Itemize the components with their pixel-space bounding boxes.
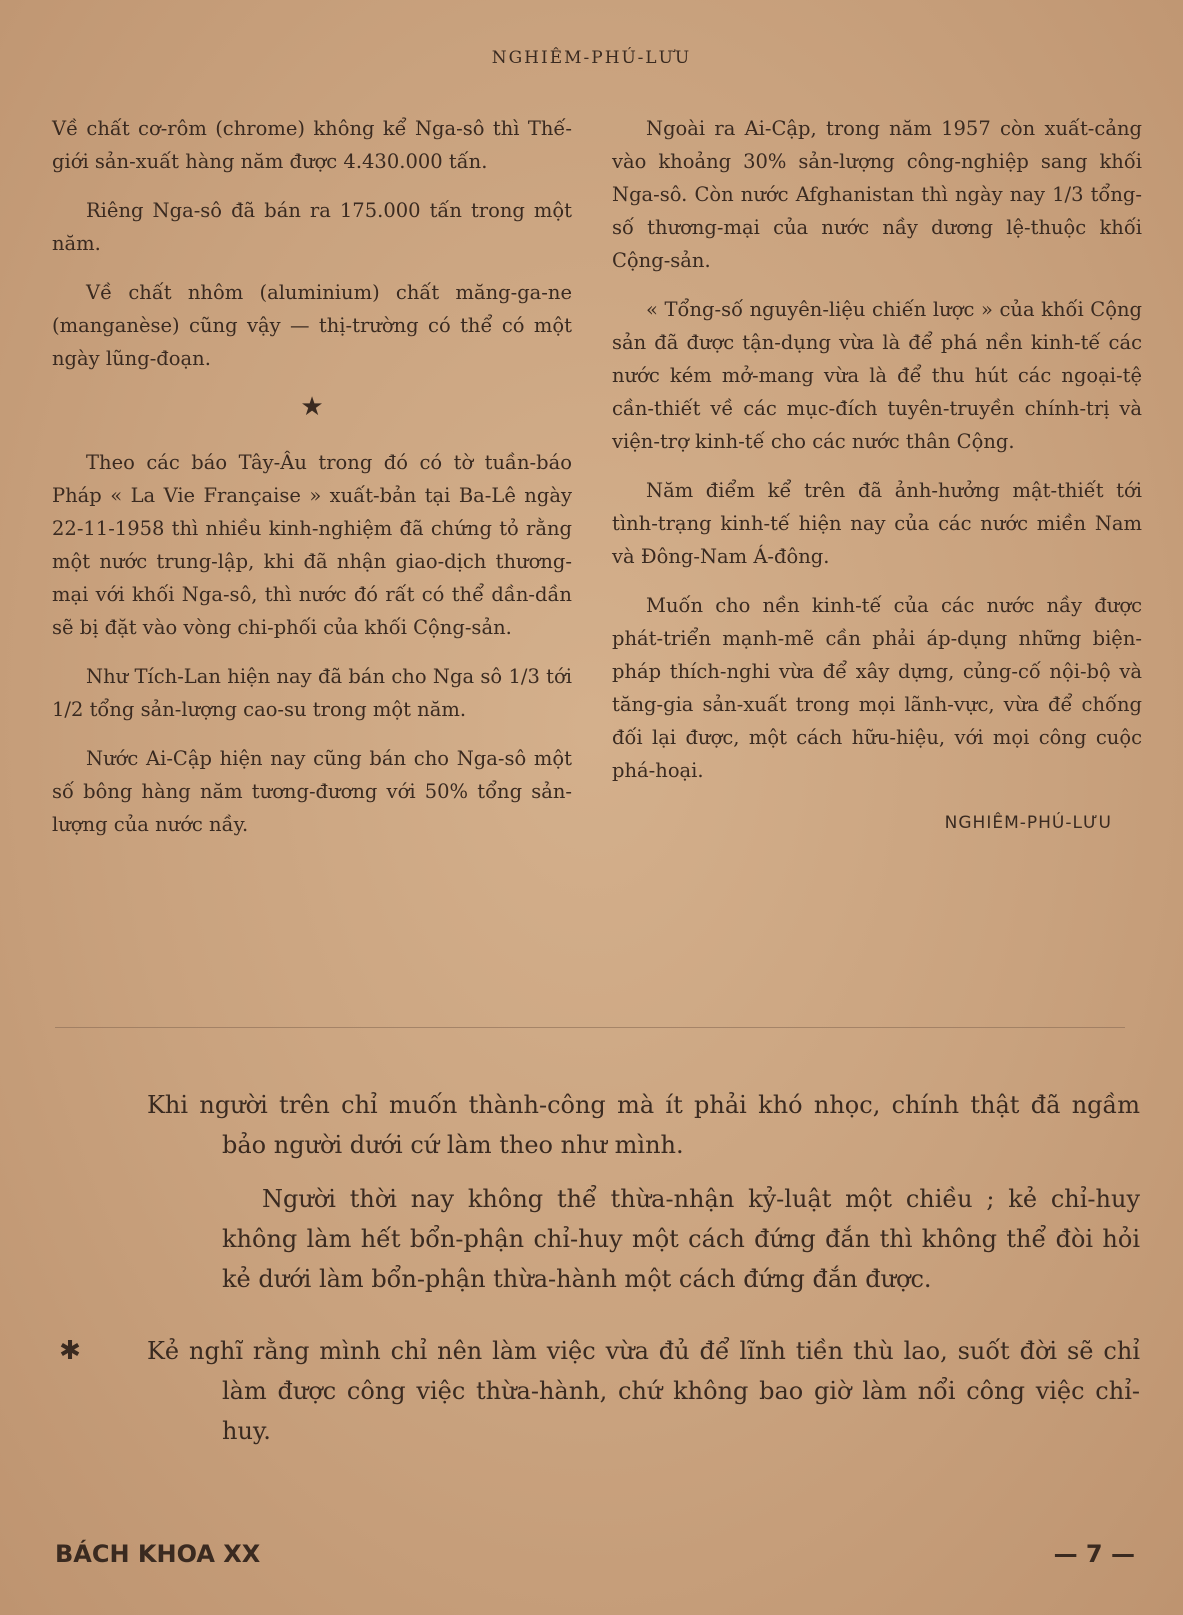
quotes-section <box>50 1085 1140 1483</box>
paragraph: Riêng Nga-sô đã bán ra 175.000 tấn trong một năm. <box>52 199 572 255</box>
journal-name: BÁCH KHOA XX <box>55 1540 261 1568</box>
paragraph: Như Tích-Lan hiện nay đã bán cho Nga sô 1/3 tới 1/2 tổng sản-lượng cao-su trong một năm. <box>52 665 572 721</box>
paragraph: « Tổng-số nguyên-liệu chiến lược » của khối Cộng sản đã được tận-dụng vừa là để phá nền kinh-tế các nước kém mở-mang vừa là để thu hút các ngoại-tệ cần-thiết về các mục-đích tuyên-truyền chính-trị và viện-trợ kinh-tế cho các nước thân Cộng. <box>612 298 1142 453</box>
paragraph: Nước Ai-Cập hiện nay cũng bán cho Nga-sô một số bông hàng năm tương-đương với 50% tổng sản-lượng của nước nầy. <box>52 747 572 836</box>
paragraph: Về chất nhôm (aluminium) chất măng-ga-ne (manganèse) cũng vậy — thị-trường có thể có một ngày lũng-đoạn. <box>52 281 572 370</box>
quote-block <box>50 1331 1140 1451</box>
quote-paragraph: Khi người trên chỉ muốn thành-công mà ít phải khó nhọc, chính thật đã ngầm bảo người dưới cứ làm theo như mình. <box>147 1091 1140 1159</box>
quote-paragraph: Người thời nay không thể thừa-nhận kỷ-luật một chiều ; kẻ chỉ-huy không làm hết bổn-phận chỉ-huy một cách đứng đắn thì không thể đòi hỏi kẻ dưới làm bổn-phận thừa-hành một cách đứng đắn được. <box>222 1185 1140 1293</box>
page-number: — 7 — <box>1053 1540 1135 1568</box>
paragraph: Ngoài ra Ai-Cập, trong năm 1957 còn xuất-cảng vào khoảng 30% sản-lượng công-nghiệp sang khối Nga-sô. Còn nước Afghanistan thì ngày nay 1/3 tổng-số thương-mại của nước nầy dương lệ-thuộc khối Cộng-sản. <box>612 117 1142 272</box>
paragraph: Năm điểm kể trên đã ảnh-hưởng mật-thiết tới tình-trạng kinh-tế hiện nay của các nước miền Nam và Đông-Nam Á-đông. <box>612 479 1142 568</box>
quote-paragraph: Kẻ nghĩ rằng mình chỉ nên làm việc vừa đủ để lĩnh tiền thù lao, suốt đời sẽ chỉ làm được công việc thừa-hành, chứ không bao giờ làm nổi công việc chỉ-huy. <box>147 1337 1140 1445</box>
paragraph: Muốn cho nền kinh-tế của các nước nầy được phát-triển mạnh-mẽ cần phải áp-dụng những biện-pháp thích-nghi vừa để xây dựng, củng-cố nội-bộ và tăng-gia sản-xuất trong mọi lãnh-vực, vừa để chống đối lại được, một cách hữu-hiệu, với mọi công cuộc phá-hoại. <box>612 594 1142 782</box>
running-head: NGHIÊM-PHÚ-LƯU <box>491 48 692 68</box>
star-bullet-icon: ✱ <box>59 1336 81 1366</box>
author-signature: NGHIÊM-PHÚ-LƯU <box>944 813 1112 833</box>
paragraph: Theo các báo Tây-Âu trong đó có tờ tuần-báo Pháp « La Vie Française » xuất-bản tại Ba-Lê ngày 22-11-1958 thì nhiều kinh-nghiệm đã chứng tỏ rằng một nước trung-lập, khi đã nhận giao-dịch thương-mại với khối Nga-sô, thì nước đó rất có thể dần-dần sẽ bị đặt vào vòng chi-phối của khối Cộng-sản. <box>52 451 572 639</box>
quote-block <box>50 1085 1140 1299</box>
section-divider <box>55 1027 1125 1028</box>
right-column <box>612 112 1142 840</box>
section-star-icon: ★ <box>300 392 324 422</box>
left-column <box>52 112 572 857</box>
paragraph: Về chất cơ-rôm (chrome) không kể Nga-sô thì Thế-giới sản-xuất hàng năm được 4.430.000 tấn. <box>52 117 572 173</box>
